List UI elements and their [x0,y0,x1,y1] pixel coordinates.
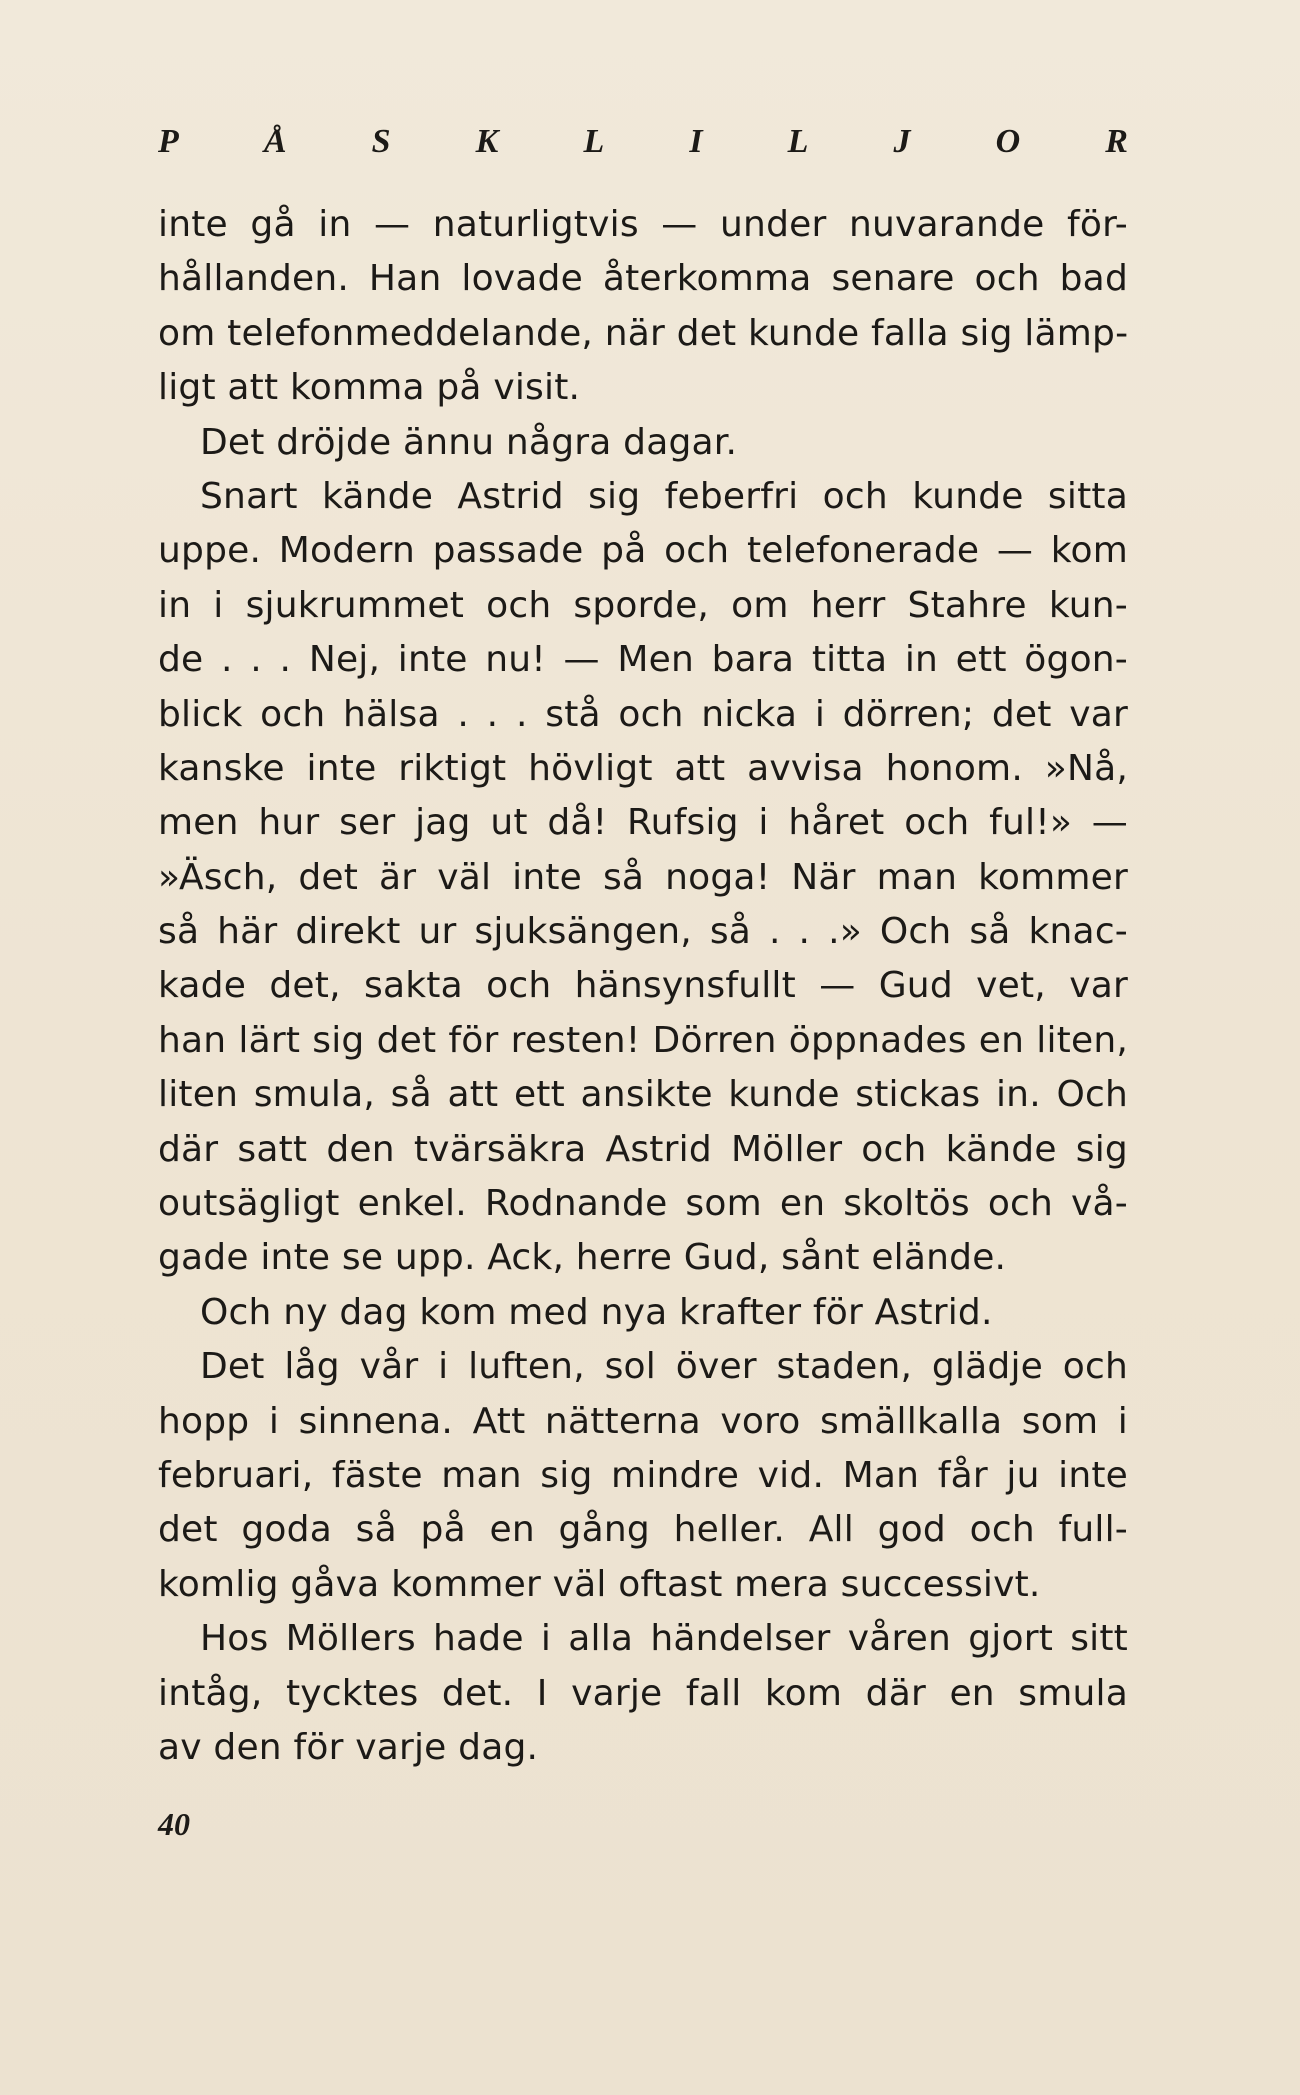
text-line: men hur ser jag ut då! Rufsig i håret och ful!» — [158,802,1128,844]
text-line: inte gå in — naturligtvis — under nuvarande för- [158,204,1128,245]
running-head-letter: Å [263,123,287,160]
text-line: blick och hälsa . . . stå och nicka i dörren; det var [158,693,1128,735]
text-line: in i sjukrummet och sporde, om herr Stahre kun- [158,584,1128,626]
running-head-letter: L [787,123,809,160]
text-line: komlig gåva kommer väl oftast mera successivt. [158,1563,1041,1605]
text-line: Snart kände Astrid sig feberfri och kunde sitta [200,475,1128,517]
text-line: Det dröjde ännu några dagar. [200,421,738,463]
running-head-letter: R [1105,123,1128,160]
text-line: intåg, tycktes det. I varje fall kom där en smula [158,1672,1128,1714]
text-line: så här direkt ur sjuksängen, så . . .» Och så knac- [158,911,1128,953]
text-line: Det låg vår i luften, sol över staden, glädje och [200,1346,1128,1388]
text-line: februari, fäste man sig mindre vid. Man får ju inte [158,1454,1128,1496]
text-line: hållanden. Han lovade återkomma senare och bad [158,258,1128,300]
text-line: det goda så på en gång heller. All god och full- [158,1509,1128,1551]
text-line: uppe. Modern passade på och telefonerade — kom [158,530,1128,572]
text-line: Och ny dag kom med nya krafter för Astrid. [200,1291,993,1333]
running-head-letter: J [893,123,911,160]
text-line: gade inte se upp. Ack, herre Gud, sånt elände. [158,1237,1007,1279]
page-number: 40 [158,1806,190,1842]
text-line: kanske inte riktigt hövligt att avvisa honom. »Nå, [158,747,1128,789]
text-line: de . . . Nej, inte nu! — Men bara titta in ett ögon- [158,639,1128,681]
text-line: om telefonmeddelande, när det kunde falla sig lämp- [158,312,1129,354]
running-head-letter: I [689,123,703,160]
running-head-letter: K [475,123,499,160]
running-head-letter: L [583,123,605,160]
text-line: outsägligt enkel. Rodnande som en skoltös och vå- [158,1183,1128,1225]
running-head-letter: O [995,123,1021,160]
text-line: där satt den tvärsäkra Astrid Möller och kände sig [158,1128,1128,1170]
text-line: liten smula, så att ett ansikte kunde stickas in. Och [158,1074,1128,1116]
text-line: ligt att komma på visit. [158,367,581,409]
text-line: hopp i sinnena. Att nätterna voro smällkalla som i [158,1400,1128,1442]
body-text [158,198,1128,1775]
text-line: kade det, sakta och hänsynsfullt — Gud vet, var [158,965,1128,1007]
running-head-letter: S [371,123,391,160]
text-line: »Äsch, det är väl inte så noga! När man kommer [158,856,1128,898]
text-line: han lärt sig det för resten! Dörren öppnades en liten, [158,1019,1128,1061]
running-head-letter: P [158,123,179,160]
text-line: Hos Möllers hade i alla händelser våren gjort sitt [200,1618,1128,1660]
text-line: av den för varje dag. [158,1726,539,1768]
running-head [158,118,1128,166]
